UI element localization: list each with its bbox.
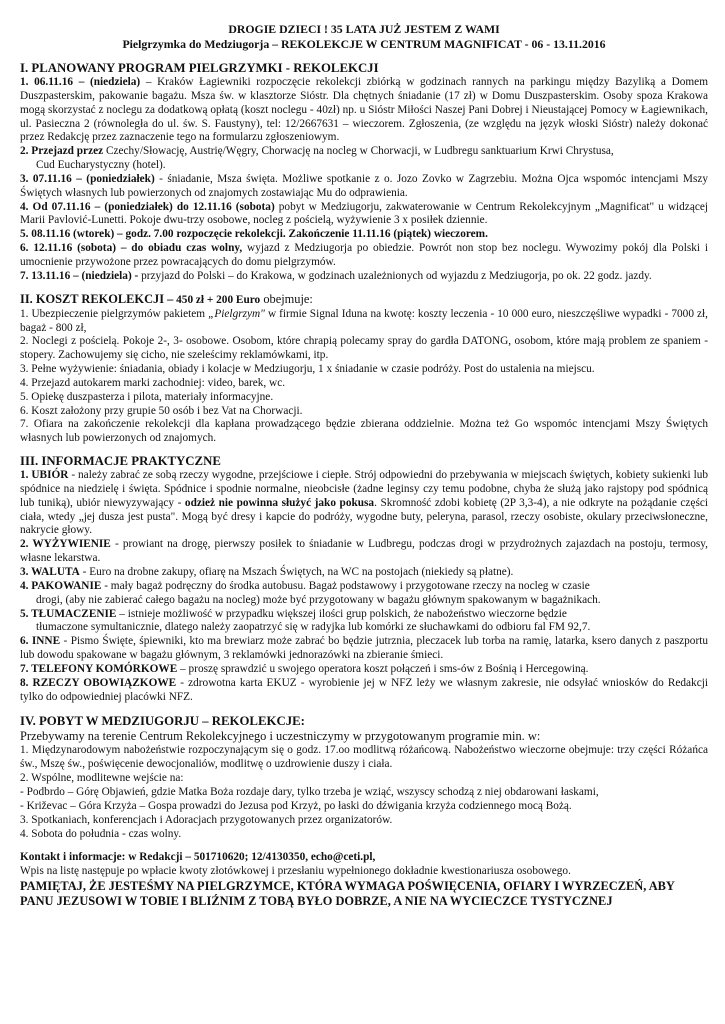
section-2-item-4: 4. Przejazd autokarem marki zachodniej: video, barek, wc.: [20, 376, 286, 389]
signup-note: Wpis na listę następuje po wpłacie kwoty złotówkowej i przesłaniu wypełnionego dokładnie kwestionariusza osobowego.: [20, 865, 571, 878]
section-1-item-7: 7. 13.11.16 – (niedziela) - przyjazd do Polski – do Krakowa, w godzinach uzależnionych od wyjazdu z Medziugorja, po ok. 22 godz. jazdy.: [20, 269, 652, 282]
document-page: [20, 22, 708, 909]
section-3-item-5: 5. TŁUMACZENIE – istnieje możliwość w przypadku większej ilości grup polskich, że nabożeństwo wieczorne będzie: [20, 607, 567, 620]
section-2-item-5: 5. Opiekę duszpasterza i pilota, materiały informacyjne.: [20, 390, 274, 403]
section-4-item-3: 3. Spotkaniach, konferencjach i Adoracjach przygotowanych przez organizatorów.: [20, 813, 393, 826]
section-4-intro: Przebywamy na terenie Centrum Rekolekcyjnego i uczestniczymy w przygotowanym programie min. w:: [20, 729, 541, 744]
section-2-title: II. KOSZT REKOLEKCJI – 450 zł + 200 Euro obejmuje:: [20, 291, 313, 306]
closing-reminder: PAMIĘTAJ, ŻE JESTEŚMY NA PIELGRZYMCE, KTÓRA WYMAGA POŚWIĘCENIA, OFIARY I WYRZECZEŃ, ABY PANU JEZUSOWI W TOBIE I BLIŹNIM Z TOBĄ BYŁO DOBRZE, A NIE NA WYCIECZCE TYSTYCZNEJ: [20, 879, 675, 909]
section-1-item-3: 3. 07.11.16 – (poniedziałek) - śniadanie, Msza święta. Możliwe spotkanie z o. Jozo Zovko w Zagrzebiu. Można Ojca wspomóc intencjami Mszy Świętych własnych lub powierzonych od znajomych zostawiając Mu do odprawienia.: [20, 172, 708, 199]
section-2-item-7: 7. Ofiara na zakończenie rekolekcji dla kapłana prowadzącego będzie zbierana oddzielnie. Można też Go wspomóc intencjami Mszy Świętych własnych lub powierzonych od znajomych.: [20, 418, 708, 445]
section-2-item-2: 2. Noclegi z pościelą. Pokoje 2-, 3- osobowe. Osobom, które chrapią polecamy spray do gardła DATONG, osobom, które mają problem ze spaniem - stopery. Zachowujemy się cicho, nie szeleścimy reklamówkami, itp.: [20, 335, 708, 362]
section-1-item-1: 1. 06.11.16 – (niedziela) – Kraków Łagiewniki rozpoczęcie rekolekcji zbiórką w godzinach rannych na parkingu między Bazyliką a Domem Duszpasterskim, pakowanie bagażu. Msza św. w klasztorze Sióstr. Dla chętnych śniadanie (17 zł) w Domu Duszpasterskim. Osoby spoza Krakowa mogą skorzystać z noclegu za dodatkową opłatą (koszt noclegu - 40zł) np. u Sióstr Miłości Naszej Pani Dobrej i Nieustającej Pomocy w Łagiewnikach, ul. Pasieczna 2 (równoległa do ul. św. S. Faustyny), tel: 12/2667631 – wieczorem. Zgłoszenia, (ze względu na język włoski Sióstr) należy dokonać przez Redakcję przez zaznaczenie tego na formularzu zgłoszeniowym.: [20, 76, 708, 144]
section-4-item-2a: - Podbrdo – Górę Objawień, gdzie Matka Boża rozdaje dary, tylko trzeba je wziąć, wszyscy schodzą z niej obdarowani łaskami,: [20, 785, 599, 798]
section-2-item-1: 1. Ubezpieczenie pielgrzymów pakietem „Pielgrzym" w firmie Signal Iduna na kwotę: koszty leczenia - 10 000 euro, nieszczęśliwe wypadki - 7000 zł, bagaż - 800 zł,: [20, 307, 708, 334]
section-4-item-1: 1. Międzynarodowym nabożeństwie rozpoczynającym się o godz. 17.oo modlitwą różańcową. Nabożeństwo wieczorne obejmuje: trzy części Różańca św., Mszę św., poświęcenie dewocjonaliów, modlitwę o uzdrowienie duszy i ciała.: [20, 744, 708, 771]
section-1-title: I. PLANOWANY PROGRAM PIELGRZYMKI - REKOLEKCJI: [20, 61, 379, 75]
section-3-item-1: 1. UBIÓR - należy zabrać ze sobą rzeczy wygodne, przejściowe i ciepłe. Strój odpowiedni do przebywania w miejscach świętych, kobiety sukienki lub spódnice na niedzielę i święta. Spódnice i spodnie normalne, nieobcisłe (żadne leginsy czy temu podobne, chyba że służą jako rajstopy pod spódnicą lub tuniką), ubiór niewyzywający - odzież nie powinna służyć jako pokusa. Skromność zdobi kobietę (2P 3,3-4), a nie odkryte na pożądanie części ciała, wtedy „jej dusza jest pusta". Mogą być dresy i kapcie do podróży, wygodne buty, peleryna, parasol, rzeczy osobiste, okulary przeciwsłoneczne, nakrycie głowy.: [20, 469, 709, 537]
section-4-title: IV. POBYT W MEDZIUGORJU – REKOLEKCJE:: [20, 714, 305, 729]
header-line-2: Pielgrzymka do Medziugorja – REKOLEKCJE W CENTRUM MAGNIFICAT - 06 - 13.11.2016: [122, 36, 606, 51]
section-3-item-4: 4. PAKOWANIE - mały bagaż podręczny do środka autobusu. Bagaż podstawowy i przygotowane rzeczy na nocleg w czasie: [20, 579, 590, 592]
section-3-item-2: 2. WYŻYWIENIE - prowiant na drogę, pierwszy posiłek to śniadanie w Ludbregu, podczas drogi w przydrożnych zajazdach na postoju, termosy, własne lekarstwa.: [20, 538, 709, 565]
section-3-item-6: 6. INNE - Pismo Święte, śpiewniki, kto ma brewiarz może zabrać bo będzie jutrznia, pleczacek lub torba na ramię, latarka, ksero danych z paszportu lub dowodu spakowane w bagażu głównym, 3 reklamówki jednorazówki na zbieranie śmieci.: [20, 635, 709, 662]
section-3-title: III. INFORMACJE PRAKTYCZNE: [20, 454, 221, 469]
section-1-item-5: 5. 08.11.16 (wtorek) – godz. 7.00 rozpoczęcie rekolekcji. Zakończenie 11.11.16 (piątek) wieczorem.: [20, 228, 488, 241]
section-1-item-2: 2. Przejazd przez Czechy/Słowację, Austrię/Węgry, Chorwację na nocleg w Chorwacji, w Ludbregu sanktuarium Krwi Chrystusa,: [20, 145, 614, 158]
section-2-item-3: 3. Pełne wyżywienie: śniadania, obiady i kolacje w Medziugorju, 1 x śniadanie w czasie podróży. Post do ustalenia na miejscu.: [20, 363, 595, 376]
contact-info: Kontakt i informacje: w Redakcji – 501710620; 12/4130350, echo@ceti.pl,: [20, 851, 376, 864]
section-3-item-3: 3. WALUTA - Euro na drobne zakupy, ofiarę na Mszach Świętych, na WC na postojach (niekiedy są płatne).: [20, 566, 514, 578]
section-2-item-6: 6. Koszt założony przy grupie 50 osób i bez Vat na Chorwacji.: [20, 404, 303, 417]
section-3-item-7: 7. TELEFONY KOMÓRKOWE – proszę sprawdzić u swojego operatora koszt połączeń i sms-ów z Bośnią i Hercegowiną.: [20, 662, 589, 675]
section-1-item-4: 4. Od 07.11.16 – (poniedziałek) do 12.11.16 (sobota) pobyt w Medziugorju, zakwaterowanie w Centrum Rekolekcyjnym „Magnificat" u widzącej Marii Pavlović-Lunetti. Pokoje dwu-trzy osobowe, nocleg z pościelą, wyżywienie 3 x posiłek dziennie.: [20, 200, 708, 227]
section-4-item-4: 4. Sobota do południa - czas wolny.: [20, 827, 182, 840]
section-4-item-2b: - Križevac – Góra Krzyża – Gospa prowadzi do Jezusa pod Krzyż, po łaski do dźwigania krzyża codziennego mocą Bożą.: [20, 799, 572, 812]
section-4-item-2: 2. Wspólne, modlitewne wejście na:: [20, 772, 184, 785]
section-3-item-8: 8. RZECZY OBOWIĄZKOWE - zdrowotna karta EKUZ - wyrobienie jej w NFZ leży we własnym zakresie, nie odsyłać wniosków do Redakcji tylko do odpowiedniej placówki NFZ.: [20, 676, 708, 703]
section-1-item-6: 6. 12.11.16 (sobota) – do obiadu czas wolny, wyjazd z Medziugorja po obiedzie. Powrót non stop bez noclegu. Wywozimy pokój dla Polski i umocnienie przywożone przez powracających do domu pielgrzymów.: [20, 242, 708, 268]
section-3-item-5-cont: tłumaczone symultanicznie, dlatego należy zaopatrzyć się w radyjka lub komórki ze słuchawkami do odbioru fal FM 92,7.: [36, 621, 591, 634]
section-1-item-2-cont: Cud Eucharystyczny (hotel).: [36, 159, 166, 172]
section-3-item-4-cont: drogi, (aby nie zabierać całego bagażu na nocleg) może być przygotowany w bagażu głównym spakowanym w bagażnikach.: [36, 593, 601, 606]
header-line-1: DROGIE DZIECI ! 35 LATA JUŻ JESTEM Z WAMI: [228, 22, 500, 36]
